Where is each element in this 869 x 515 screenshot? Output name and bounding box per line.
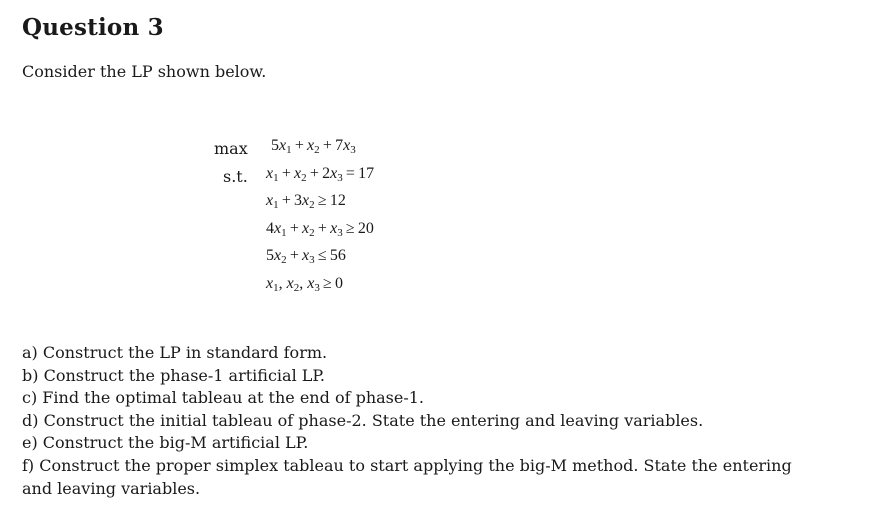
constraints-label: s.t. [223,167,248,186]
constraint-4: $5x_2 + x_3 \le 56$ [266,247,346,266]
part-c: c) Find the optimal tableau at the end of phase-1. [22,388,425,408]
objective-label: max [214,139,248,158]
question-parts [22,342,822,500]
intro-text: Consider the LP shown below. [22,62,267,81]
part-f: f) Construct the proper simplex tableau to start applying the big-M method. State the entering and leaving variables. [22,455,792,498]
part-b: b) Construct the phase-1 artificial LP. [22,365,326,385]
part-e: e) Construct the big-M artificial LP. [22,433,309,453]
constraint-2: $x_1 + 3x_2 \ge 12$ [266,192,346,211]
objective-function: $5x_1 + x_2 + 7x_3$ [271,137,356,156]
constraint-3: $4x_1 + x_2 + x_3 \ge 20$ [266,220,374,239]
question-title: Question 3 [22,14,164,41]
constraint-1: $x_1 + x_2 + 2x_3 = 17$ [266,165,375,184]
part-d: d) Construct the initial tableau of phase-2. State the entering and leaving variables. [22,410,704,430]
constraint-nonnegativity: $x_1$, $x_2$, $x_3 \ge 0$ [266,275,344,294]
part-a: a) Construct the LP in standard form. [22,343,328,362]
